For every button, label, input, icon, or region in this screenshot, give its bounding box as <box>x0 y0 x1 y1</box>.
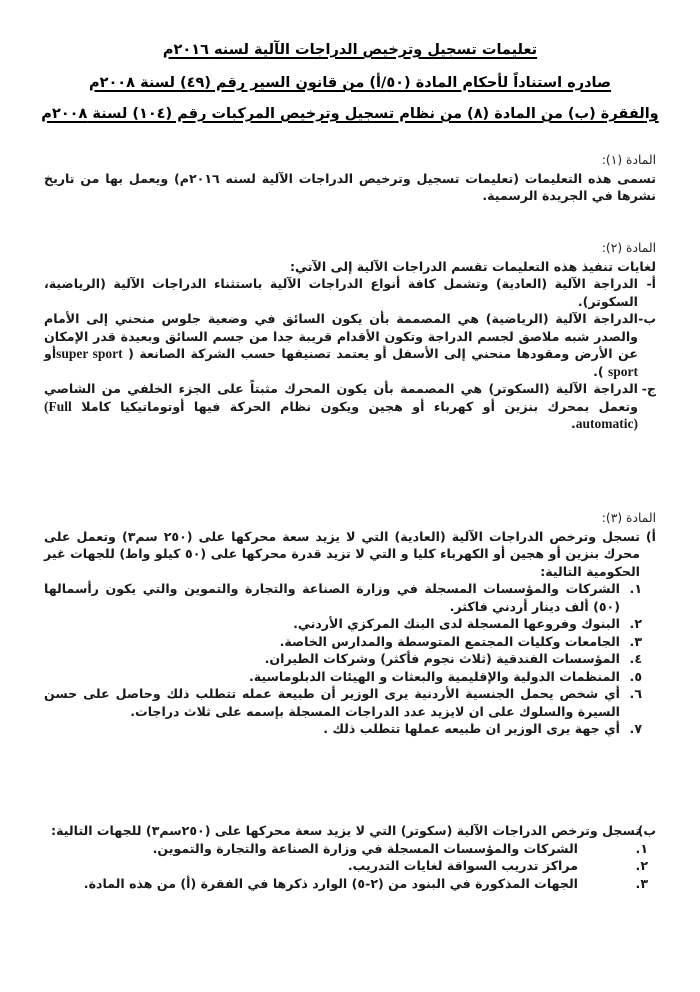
list-marker: ب- <box>638 311 656 326</box>
list-item-text: المنظمات الدولية والإقليمية والبعثات و الهيئات الدبلوماسية. <box>248 668 620 684</box>
para-text: تسجل وترخص الدراجات الآلية (العادية) التي لا يزيد سعة محركها على (٢٥٠ سم٣) وتعمل على محرك بنزين أو هجين أو الكهرباء كليا و التي لا تزيد قدرة محركها على (٥٠ كيلو واط) للجهات غير الحكومية التالية: <box>44 528 640 579</box>
list-item <box>44 840 648 858</box>
article-2-intro: لغايات تنفيذ هذه التعليمات تقسم الدراجات الآلية إلى الآتي: <box>290 258 656 274</box>
list-item-text <box>44 380 638 433</box>
document-subtitle-2 <box>0 104 700 124</box>
list-item-text-ar: الدراجة الآلية (السكوتر) هي المصممة بأن يكون المحرك مثبتاً على الجزء الخلفي من الشاصي وتعمل بمحرك بنزين أو كهرباء أو هجين ويكون نظام الحركة فيها أوتوماتيكيا كاملا <box>44 381 638 414</box>
list-marker: ٧. <box>629 721 642 736</box>
article-2-item-c <box>44 380 656 433</box>
list-item <box>44 720 642 738</box>
list-item <box>44 580 642 615</box>
list-marker: ٣. <box>629 633 642 649</box>
article-2-item-b <box>44 310 656 380</box>
title-line-2: صادره استناداً لأحكام المادة (٥٠/أ) من قانون السير رقم (٤٩) لسنة ٢٠٠٨م <box>88 75 612 91</box>
article-3-para-a <box>44 528 656 581</box>
closing-paren: ). <box>593 363 604 379</box>
para-b-row <box>44 822 656 840</box>
list-item-text: أي جهة يرى الوزير ان طبيعه عملها تتطلب ذلك . <box>323 721 620 736</box>
list-item-text: البنوك وفروعها المسجلة لدى البنك المركزي الأردني. <box>293 616 620 631</box>
article-2-heading: المادة (٢): <box>601 241 656 255</box>
list-item <box>44 668 642 686</box>
para-text: تسجل وترخص الدراجات الآلية (سكوتر) التي لا يزيد سعة محركها على (٢٥٠سم٣) للجهات التالية: <box>51 823 640 838</box>
article-1-heading: المادة (١): <box>601 153 656 167</box>
list-item-text: الجامعات وكليات المجتمع المتوسطة والمدارس الخاصة. <box>279 633 620 649</box>
title-line-3: والفقرة (ب) من المادة (٨) من نظام تسجيل وترخيص المركبات رقم (١٠٤) لسنة ٢٠٠٨م <box>41 106 659 122</box>
latin-term: super sport <box>56 346 123 361</box>
list-item-text: الشركات والمؤسسات المسجلة في وزارة الصناعة والتجارة والتموين. <box>152 840 578 856</box>
article-2 <box>44 240 656 433</box>
list-item-text: المؤسسات الفندقية (ثلاث نجوم فأكثر) وشركات الطيران. <box>264 651 620 666</box>
article-3-heading: المادة (٣): <box>601 511 656 525</box>
list-item <box>44 633 642 651</box>
article-3-para-b <box>44 822 656 892</box>
document-title <box>0 40 700 60</box>
title-line-1: تعليمات تسجيل وترخيص الدراجات الآلية لسنه ٢٠١٦م <box>162 42 538 58</box>
article-1 <box>44 152 656 205</box>
list-item-text-ar: الدراجة الآلية (الرياضية) هي المصممة بأن يكون السائق في وضعية جلوس منحني إلى الأمام والصدر شبه ملاصق لجسم الدراجة وتكون الأقدام قريبة جدا من جسم السائق وبعيدة قدر الإمكان عن الأرض ومقودها منحني إلى الأسفل أو يعتمد تصنيفها حسب الشركة الصانعة ( <box>44 311 638 361</box>
list-item-text: الشركات والمؤسسات المسجلة في وزارة الصناعة والتجارة والتموين والتي يكون رأسمالها (٥٠) ألف دينار أردني فاكثر. <box>44 581 620 614</box>
list-marker: ٣. <box>635 875 648 891</box>
list-item-text: الدراجة الآلية (العادية) وتشمل كافة أنواع الدراجات الآلية باستثناء الدراجات الآلية (الرياضية، السكوتر). <box>44 276 638 309</box>
list-item <box>44 615 642 633</box>
latin-term: (Full automatic) <box>44 398 638 431</box>
list-marker: ١. <box>629 581 642 596</box>
list-item <box>44 650 642 668</box>
document-subtitle <box>0 73 700 93</box>
list-marker: ٤. <box>629 651 642 666</box>
conjunction: أو <box>44 346 57 361</box>
period: . <box>570 416 576 431</box>
article-2-item-a <box>44 275 656 310</box>
list-item <box>44 685 642 720</box>
list-item-text <box>44 310 638 380</box>
list-marker: ج- <box>641 381 656 396</box>
list-marker: ٢. <box>629 616 642 631</box>
list-item-text: مراكز تدريب السواقة لغايات التدريب. <box>347 858 578 873</box>
article-3 <box>44 510 656 738</box>
para-marker: ب) <box>637 823 656 838</box>
latin-term-2: sport <box>608 363 638 379</box>
list-item-text: الجهات المذكورة في البنود من (٢-٥) الوارد ذكرها في الفقرة (أ) من هذه المادة. <box>83 875 578 891</box>
article-3-a-list <box>44 580 656 738</box>
list-item <box>44 875 648 893</box>
list-marker: ٦. <box>629 686 642 701</box>
list-marker: أ- <box>646 276 656 291</box>
article-1-text: تسمى هذه التعليمات (تعليمات تسجيل وترخيص الدراجات الآلية لسنه ٢٠١٦م) ويعمل بها من تاريخ نشرها في الجريدة الرسمية. <box>44 170 656 203</box>
list-marker: ٢. <box>635 858 648 873</box>
list-item <box>44 857 648 875</box>
list-marker: ١. <box>635 840 648 856</box>
list-item-text: أي شخص يحمل الجنسية الأردنية يرى الوزير أن طبيعة عمله تتطلب ذلك وحاصل على حسن السيرة والسلوك على ان لايزيد عدد الدراجات المسجلة بإسمه على ثلاث دراجات. <box>44 686 620 719</box>
article-3-b-list <box>44 840 656 893</box>
para-marker: أ) <box>645 528 656 544</box>
list-marker: ٥. <box>629 668 642 684</box>
